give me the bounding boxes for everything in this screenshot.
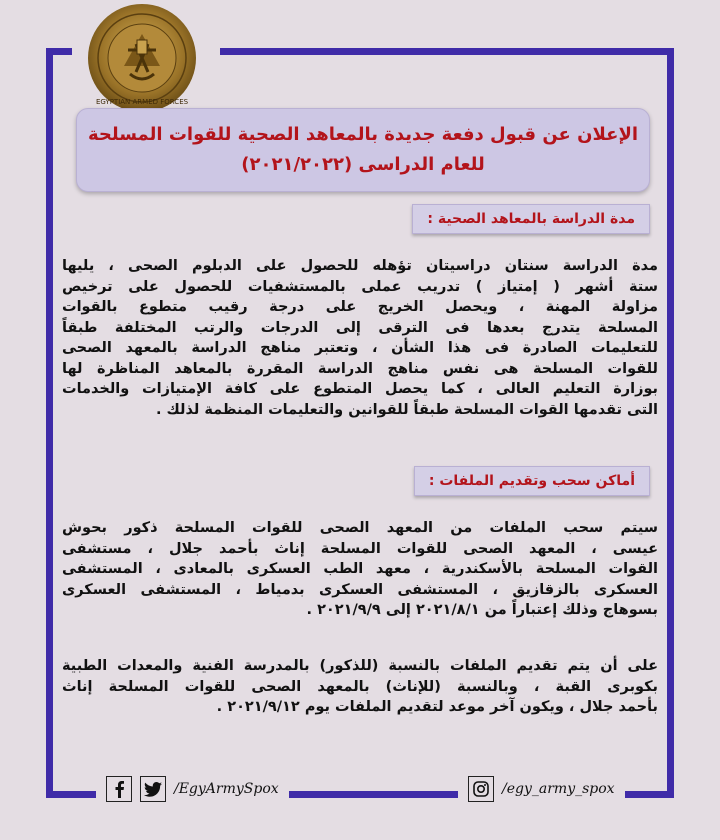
text-line: القوات المسلحة بالأسكندرية ، معهد الطب العسكرى بالمعادى ، المستشفى (62, 561, 658, 577)
text-line: بكوبرى القبة ، وبالنسبة (للإناث) بالمعهد الصحى للقوات المسلحة إناث (62, 678, 658, 695)
text-line: العسكرى بالزقازيق ، المستشفى العسكرى بدمياط ، المستشفى العسكرى (62, 581, 658, 598)
title-line-2: للعام الدراسى (٢٠٢١/٢٠٢٢) (241, 154, 485, 175)
text-line: للقوات المسلحة هى نفس مناهج الدراسة المقررة بالمعاهد المناظرة لها (62, 360, 658, 377)
text-line: التى تقدمها القوات المسلحة طبقاً للقوانين والتعليمات المنظمة لذلك . (155, 401, 658, 418)
twitter-icon[interactable] (140, 776, 166, 802)
instagram-handle[interactable]: /egy_army_spox (502, 781, 615, 797)
title-line-1: الإعلان عن قبول دفعة جديدة بالمعاهد الصحية للقوات المسلحة (88, 124, 639, 145)
facebook-icon[interactable] (106, 776, 132, 802)
instagram-icon[interactable] (468, 776, 494, 802)
logo-lettering: EGYPTIAN ARMED FORCES (95, 98, 189, 106)
text-line: ستة أشهر ( إمتياز ) تدريب عملى بالمستشفيات للحصول على ترخيص (62, 278, 658, 295)
text-line: بأحمد جلال ، ويكون آخر موعد لتقديم الملفات يوم ٢٠٢١/٩/١٢ . (216, 699, 658, 715)
section-heading-file-locations (414, 466, 650, 496)
text-line: للتعليمات الصادرة فى هذا الشأن ، وتعتبر مناهج الدراسة بالمعهد الصحى (62, 340, 658, 356)
army-emblem-icon (84, 0, 200, 116)
file-locations-paragraph (62, 518, 658, 621)
text-line: بسوهاج وذلك إعتباراً من ٢٠٢١/٨/١ إلى ٢٠٢١/٩/٩ . (306, 602, 658, 618)
text-line: سيتم سحب الملفات من المعهد الصحى للقوات المسلحة ذكور بحوش (62, 520, 658, 536)
section-heading-study-duration (412, 204, 650, 234)
title-box (76, 108, 650, 192)
text-line: بوزارة التعليم العالى ، كما يحصل المتطوع على كافة الإمتيازات والخدمات (62, 381, 658, 397)
footer-right (458, 772, 625, 806)
study-duration-paragraph (62, 256, 658, 420)
footer-left (96, 772, 289, 806)
text-line: المسلحة يتدرج بعدها فى الترقى إلى الدرجات والرتب المختلفة طبقاً (62, 319, 658, 336)
section-heading-text: مدة الدراسة بالمعاهد الصحية : (427, 211, 635, 227)
text-line: مزاولة المهنة ، ويحصل الخريج على درجة رقيب متطوع بالقوات (62, 299, 658, 315)
section-heading-text: أماكن سحب وتقديم الملفات : (428, 473, 635, 489)
file-submission-paragraph (62, 656, 658, 718)
facebook-twitter-handle[interactable]: /EgyArmySpox (174, 781, 279, 797)
text-line: مدة الدراسة سنتان دراسيتان تؤهله للحصول على الدبلوم الصحى ، يليها (62, 258, 658, 274)
text-line: على أن يتم تقديم الملفات بالنسبة (للذكور) بالمدرسة الفنية والمعدات الطبية (62, 658, 658, 674)
text-line: عيسى ، المعهد الصحى للقوات المسلحة إناث بأحمد جلال ، مستشفى (62, 540, 658, 557)
